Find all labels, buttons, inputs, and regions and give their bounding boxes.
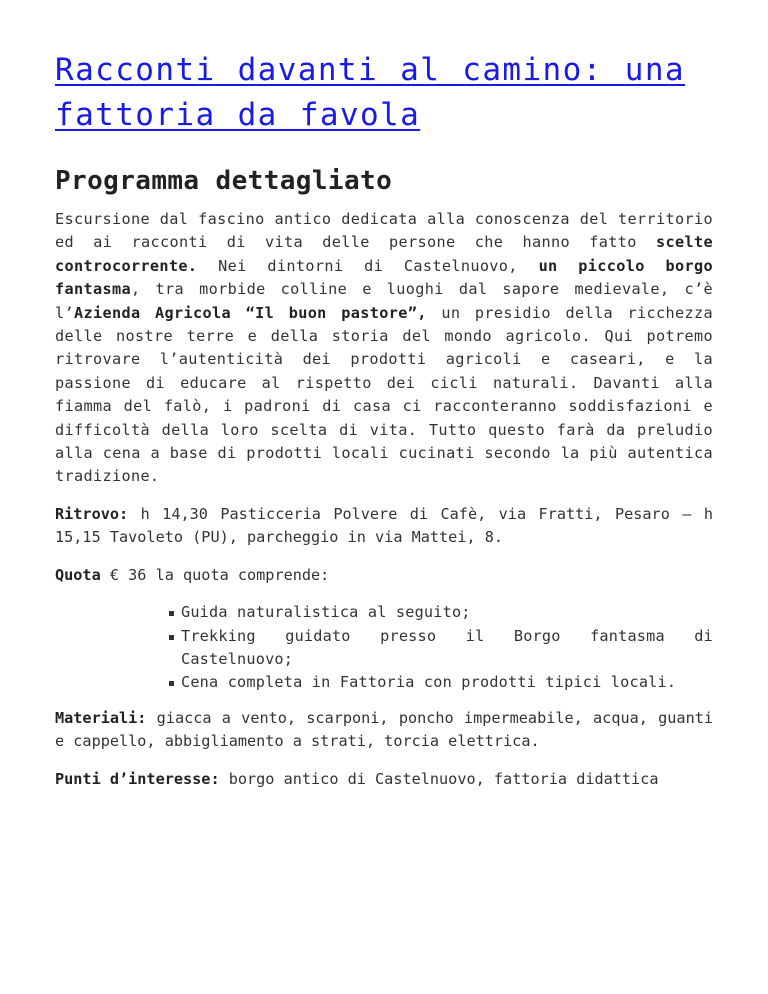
page-title [55, 48, 713, 138]
punti-text: borgo antico di Castelnuovo, fattoria didattica [219, 769, 659, 788]
title-link[interactable]: Racconti davanti al camino: una fattoria da favola [55, 52, 685, 133]
punti-label: Punti d’interesse: [55, 769, 220, 788]
quota-paragraph [55, 564, 713, 587]
intro-text-4: un presidio della ricchezza delle nostre terre e della storia del mondo agricolo. Qui potremo ritrovare l’autenticità dei prodotti agricoli e caseari, e la passione di educare al rispetto dei cicli naturali. Davanti alla fiamma del falò, i padroni di casa ci racconteranno soddisfazioni e difficoltà della loro scelta di vita. Tutto questo farà da preludio alla cena a base di prodotti locali cucinati secondo la più autentica tradizione. [55, 303, 714, 486]
quota-label: Quota [55, 565, 101, 584]
list-item: Guida naturalistica al seguito; [181, 601, 713, 624]
intro-bold-3: Azienda Agricola “Il buon pastore”, [74, 303, 427, 322]
list-item: Trekking guidato presso il Borgo fantasma di Castelnuovo; [181, 625, 713, 672]
ritrovo-paragraph [55, 503, 713, 550]
quota-text: € 36 la quota comprende: [100, 565, 330, 584]
ritrovo-label: Ritrovo: [55, 504, 129, 523]
materiali-paragraph [55, 707, 713, 754]
section-heading: Programma dettagliato [55, 166, 393, 196]
list-item: Cena completa in Fattoria con prodotti tipici locali. [181, 671, 713, 694]
materiali-label: Materiali: [55, 708, 147, 727]
intro-bold-2: un piccolo borgo fantasma [55, 256, 713, 299]
intro-paragraph [55, 208, 713, 489]
intro-text-3: , tra morbide colline e luoghi dal sapore medievale, c’è l’ [55, 280, 713, 322]
ritrovo-text: h 14,30 Pasticceria Polvere di Cafè, via Fratti, Pesaro – h 15,15 Tavoleto (PU), parcheggio in via Mattei, 8. [55, 504, 713, 547]
intro-text-2: Nei dintorni di Castelnuovo, [197, 256, 539, 275]
quota-list [55, 601, 713, 695]
intro-text-1: Escursione dal fascino antico dedicata alla conoscenza del territorio ed ai racconti di vita delle persone che hanno fatto [55, 210, 713, 252]
materiali-text: giacca a vento, scarponi, poncho impermeabile, acqua, guanti e cappello, abbigliamento a strati, torcia elettrica. [55, 708, 713, 751]
intro-bold-1: scelte controcorrente. [55, 233, 713, 275]
punti-paragraph [55, 768, 713, 791]
